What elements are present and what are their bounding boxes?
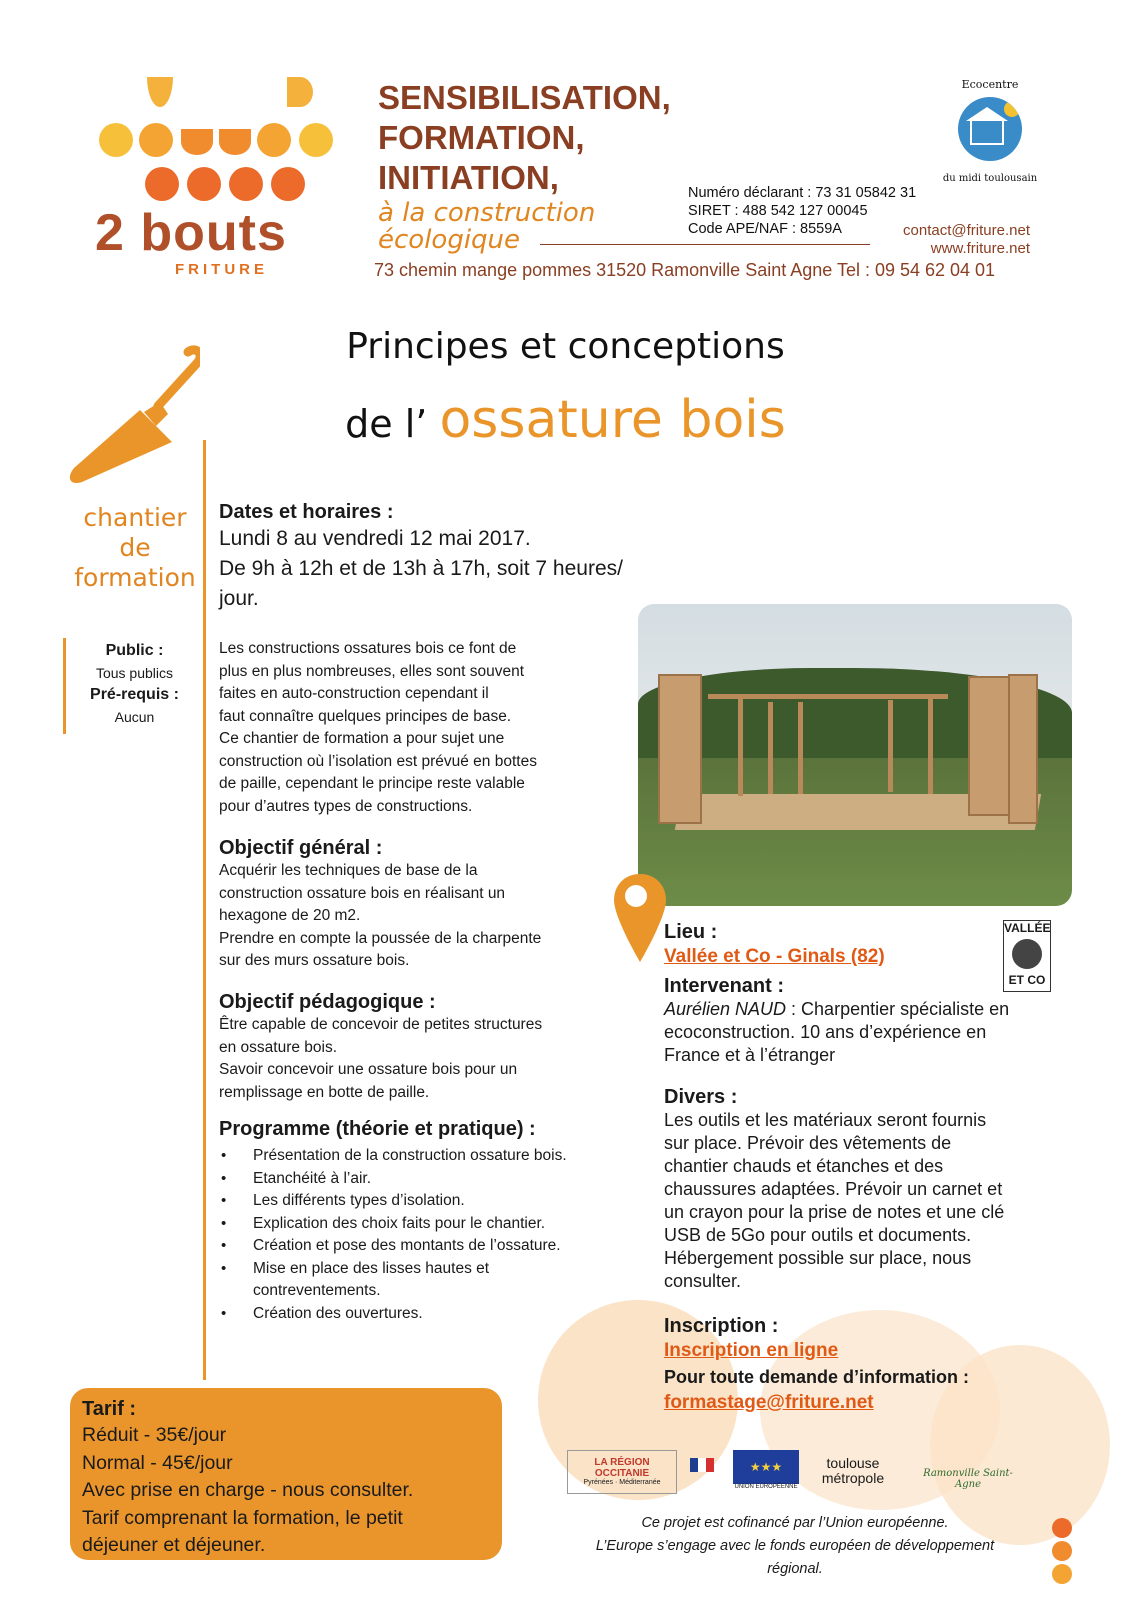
- vallee-logo-text: VALLÉE: [1004, 921, 1051, 935]
- intervenant-heading: Intervenant :: [664, 975, 785, 997]
- vallee-logo-text: ET CO: [1008, 973, 1046, 987]
- divers-line: consulter.: [664, 1271, 742, 1291]
- logo-2-bouts: [95, 75, 355, 285]
- tarif-line: Tarif comprenant la formation, le petit: [82, 1506, 403, 1529]
- ecocentre-sublabel: du midi toulousain: [942, 173, 1038, 184]
- intro-section: [219, 638, 614, 818]
- objectif-general-heading: Objectif général :: [219, 837, 383, 859]
- intro-line: plus en plus nombreuses, elles sont souvent: [219, 662, 525, 680]
- tarif-line: Normal - 45€/jour: [82, 1451, 233, 1474]
- photo-stud: [888, 700, 893, 792]
- inscription-section: [664, 1314, 1064, 1416]
- trowel-icon: [60, 340, 200, 490]
- programme-list: [219, 1145, 619, 1325]
- declaration-line: SIRET : 488 542 127 00045: [688, 203, 868, 219]
- eu-flag-icon: ★★★: [733, 1450, 799, 1484]
- logo-dot: [99, 123, 133, 157]
- objectif-general-line: Prendre en compte la poussée de la charpente: [219, 929, 542, 947]
- location-pin-icon: [612, 872, 668, 964]
- cofinance-note: [545, 1512, 1045, 1581]
- dates-line: jour.: [219, 587, 259, 610]
- public-label: Public :: [105, 642, 164, 659]
- divers-line: chaussures adaptées. Prévoir un carnet et: [664, 1179, 1003, 1199]
- objectif-pedagogique-line: Être capable de concevoir de petites structures: [219, 1016, 543, 1033]
- intro-line: faut connaître quelques principes de base.: [219, 707, 512, 725]
- intro-line: construction où l’isolation est prévué en bottes: [219, 752, 537, 770]
- divers-heading: Divers :: [664, 1086, 738, 1108]
- photo-stud: [768, 702, 773, 794]
- title-accent: ossature bois: [439, 390, 786, 450]
- list-item: • Etanchéité à l’air.: [219, 1168, 619, 1191]
- list-item: • Création des ouvertures.: [219, 1303, 619, 1326]
- logo-dot: [229, 167, 263, 201]
- inscription-link[interactable]: Inscription en ligne: [664, 1340, 839, 1361]
- ecocentre-logo: [935, 78, 1045, 188]
- ramonville-logo: Ramonville Saint-Agne: [923, 1468, 1013, 1490]
- contact-email-link[interactable]: contact@friture.net: [903, 222, 1030, 239]
- vertical-divider: [203, 440, 206, 1380]
- objectif-pedagogique-line: remplissage en botte de paille.: [219, 1083, 430, 1101]
- list-item: • Mise en place des lisses hautes et contreventements.: [219, 1258, 619, 1303]
- headline-line: INITIATION,: [378, 159, 559, 196]
- list-item: • Présentation de la construction ossature bois.: [219, 1145, 619, 1168]
- tagline-line: à la construction: [378, 198, 596, 228]
- cofinance-line: régional.: [767, 1561, 823, 1577]
- dates-section: [219, 500, 699, 614]
- inscription-heading: Inscription :: [664, 1315, 779, 1337]
- objectif-pedagogique-line: Savoir concevoir une ossature bois pour un: [219, 1061, 518, 1078]
- logo-dot: [145, 167, 179, 201]
- logo-name: 2 bouts: [95, 204, 287, 262]
- objectif-general-section: [219, 836, 619, 973]
- cofinance-line: L’Europe s’engage avec le fonds européen de développement: [595, 1538, 995, 1554]
- badge-line: formation: [74, 563, 196, 592]
- tarif-line: Réduit - 35€/jour: [82, 1424, 227, 1446]
- intervenant-section: [664, 974, 1064, 1067]
- logo-dot: [219, 129, 251, 155]
- intervenant-line: France et à l’étranger: [664, 1045, 836, 1065]
- region-sublabel: Pyrénées · Méditerranée: [583, 1479, 661, 1486]
- divers-section: [664, 1085, 1064, 1293]
- logo-dot: [181, 129, 213, 155]
- logo-dot: [287, 77, 313, 107]
- website-link[interactable]: www.friture.net: [930, 240, 1030, 257]
- logo-dot: [187, 167, 221, 201]
- region-label: LA RÉGION OCCITANIE: [594, 1457, 650, 1479]
- declaration-line: Numéro déclarant : 73 31 05842 31: [688, 185, 917, 201]
- tarif-line: Avec prise en charge - nous consulter.: [82, 1479, 414, 1501]
- title-prefix: de l’: [345, 402, 428, 446]
- objectif-pedagogique-section: [219, 990, 619, 1104]
- intro-line: Les constructions ossatures bois ce font de: [219, 640, 517, 657]
- list-item: • Création et pose des montants de l’ossature.: [219, 1235, 619, 1258]
- photo-wall: [658, 674, 702, 824]
- headline: [378, 78, 671, 198]
- tagline: [378, 200, 595, 254]
- objectif-general-line: sur des murs ossature bois.: [219, 952, 410, 969]
- chantier-badge: [70, 503, 200, 593]
- intro-line: Ce chantier de formation a pour sujet une: [219, 730, 505, 747]
- dates-line: Lundi 8 au vendredi 12 mai 2017.: [219, 527, 531, 550]
- declaration-line: Code APE/NAF : 8559A: [688, 221, 842, 237]
- info-label: Pour toute demande d’information :: [664, 1367, 969, 1387]
- flag-icon: [690, 1458, 714, 1472]
- objectif-pedagogique-heading: Objectif pédagogique :: [219, 991, 436, 1013]
- badge-line: chantier: [83, 503, 187, 532]
- decorative-dot: [1052, 1518, 1072, 1538]
- region-occitanie-logo: [567, 1450, 677, 1494]
- contact-info: [880, 222, 1030, 258]
- divers-line: Hébergement possible sur place, nous: [664, 1248, 972, 1268]
- intervenant-line: [664, 998, 1064, 1021]
- construction-photo: [638, 604, 1072, 906]
- toulouse-metropole-logo: toulouse métropole: [821, 1455, 885, 1486]
- objectif-pedagogique-line: en ossature bois.: [219, 1038, 338, 1056]
- photo-stud: [928, 696, 933, 794]
- divider: [540, 244, 870, 245]
- cofinance-line: Ce projet est cofinancé par l’Union européenne.: [641, 1515, 949, 1531]
- list-item: • Explication des choix faits pour le chantier.: [219, 1213, 619, 1236]
- intro-line: pour d’autres types de constructions.: [219, 797, 473, 815]
- eu-label: UNION EUROPÉENNE: [734, 1484, 798, 1490]
- address: 73 chemin mange pommes 31520 Ramonville Saint Agne Tel : 09 54 62 04 01: [374, 260, 996, 280]
- lieu-link[interactable]: Vallée et Co - Ginals (82): [664, 946, 885, 967]
- page-title-line1: Principes et conceptions: [346, 326, 785, 367]
- headline-line: FORMATION,: [378, 119, 585, 156]
- tagline-line: écologique: [378, 225, 521, 255]
- partner-logos: [567, 1450, 1047, 1502]
- decorative-dots: [1052, 1518, 1074, 1587]
- prereq-label: Pré-requis :: [90, 686, 179, 703]
- public-value: Tous publics: [95, 665, 174, 681]
- photo-stud: [798, 702, 803, 794]
- logo-dot: [299, 123, 333, 157]
- eu-logo: [733, 1450, 799, 1494]
- lieu-heading: Lieu :: [664, 921, 718, 943]
- logo-dot: [271, 167, 305, 201]
- intervenant-line: ecoconstruction. 10 ans d’expérience en: [664, 1022, 987, 1042]
- tarif-heading: Tarif :: [82, 1398, 137, 1420]
- dates-line: De 9h à 12h et de 13h à 17h, soit 7 heures/: [219, 557, 623, 580]
- tarif-line: déjeuner et déjeuner.: [82, 1534, 266, 1556]
- intervenant-name: Aurélien NAUD: [664, 999, 787, 1019]
- intro-line: de paille, cependant le principe reste valable: [219, 775, 525, 792]
- french-republic-logo: [685, 1450, 719, 1494]
- ecocentre-emblem-icon: [958, 97, 1022, 161]
- divers-line: chantier chauds et étanches et des: [664, 1156, 944, 1176]
- logo-dot: [257, 123, 291, 157]
- list-item: • Les différents types d’isolation.: [219, 1190, 619, 1213]
- objectif-general-line: Acquérir les techniques de base de la: [219, 862, 478, 879]
- ecocentre-label: Ecocentre: [961, 78, 1019, 91]
- intro-line: faites en auto-construction cependant il: [219, 685, 489, 702]
- photo-stud: [738, 696, 743, 796]
- divers-line: Les outils et les matériaux seront fournis: [664, 1110, 987, 1130]
- logo-dot: [147, 77, 173, 107]
- intervenant-role: : Charpentier spécialiste en: [786, 999, 1010, 1019]
- email-link[interactable]: formastage@friture.net: [664, 1392, 874, 1413]
- decorative-dot: [1052, 1564, 1072, 1584]
- decorative-dot: [1052, 1541, 1072, 1561]
- divers-line: USB de 5Go pour outils et documents.: [664, 1225, 972, 1245]
- programme-heading: Programme (théorie et pratique) :: [219, 1118, 536, 1140]
- vallee-emblem-icon: [1012, 939, 1042, 969]
- badge-line: de: [119, 533, 151, 562]
- public-info: [63, 638, 203, 734]
- programme-section: [219, 1117, 619, 1325]
- headline-line: SENSIBILISATION,: [378, 79, 671, 116]
- objectif-general-line: construction ossature bois en réalisant un: [219, 884, 506, 902]
- logo-dot: [139, 123, 173, 157]
- dates-heading: Dates et horaires :: [219, 501, 394, 523]
- divers-line: un crayon pour la prise de notes et une clé: [664, 1202, 1005, 1222]
- divers-line: sur place. Prévoir des vêtements de: [664, 1133, 952, 1153]
- logo-subtitle: FRITURE: [175, 261, 268, 278]
- photo-stud: [708, 694, 948, 699]
- tarif-box: [70, 1388, 502, 1560]
- house-icon: [970, 119, 1004, 145]
- photo-wall: [1008, 674, 1038, 824]
- prereq-value: Aucun: [114, 709, 155, 725]
- objectif-general-line: hexagone de 20 m2.: [219, 907, 361, 924]
